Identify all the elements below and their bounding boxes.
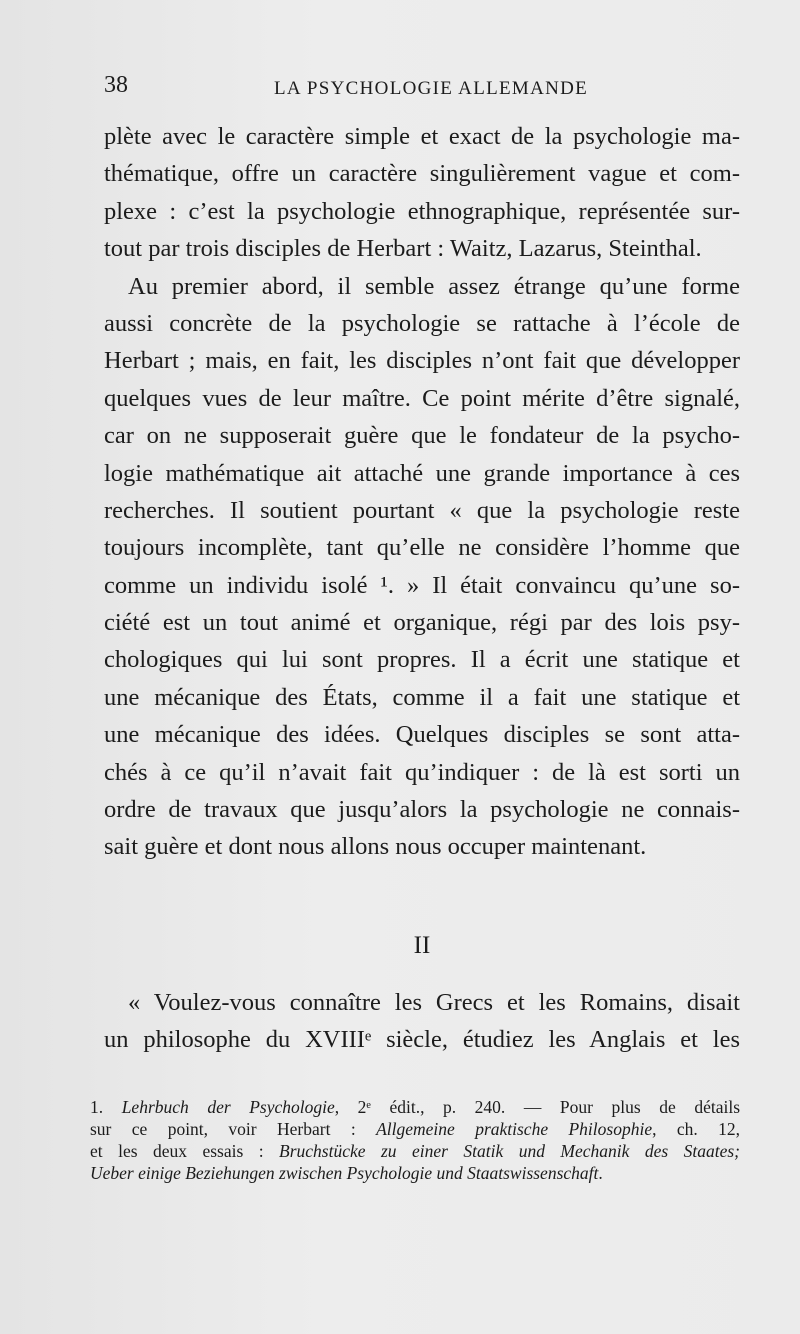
page-number: 38 — [104, 72, 128, 98]
section-heading: II — [413, 931, 431, 959]
footnote-line — [90, 1162, 740, 1184]
footnote-book-title: Lehrbuch der Psychologie — [121, 1097, 335, 1117]
footnote-text: , ch. 12, — [652, 1119, 740, 1139]
text-line: une mécanique des États, comme il a fait une statique et — [104, 683, 740, 711]
footnote-line — [90, 1118, 740, 1140]
text-line: plète avec le caractère simple et exact de la psychologie ma- — [104, 123, 740, 150]
footnote-text: , 2ᵉ édit., p. 240. — Pour plus de détails — [334, 1097, 740, 1117]
footnote-book-title: Allgemeine praktische Philosophie — [376, 1119, 653, 1139]
text-line: sait guère et dont nous allons nous occuper maintenant. — [104, 833, 647, 861]
text-line: recherches. Il soutient pourtant « que la psychologie reste — [104, 496, 740, 524]
text-line: une mécanique des idées. Quelques disciples se sont atta- — [104, 721, 740, 749]
text-line: ordre de travaux que jusqu’alors la psychologie ne connais- — [104, 796, 740, 824]
footnote-book-title: Bruchstücke zu einer Statik und Mechanik des Staates; — [279, 1141, 740, 1161]
text-line: thématique, offre un caractère singulièrement vague et com- — [104, 160, 740, 188]
footnotes — [90, 1096, 740, 1184]
text-line: ciété est un tout animé et organique, régi par des lois psy- — [104, 609, 740, 637]
text-line: chologiques qui lui sont propres. Il a écrit une statique et — [104, 646, 740, 674]
text-line: un philosophe du XVIIIᵉ siècle, étudiez les Anglais et les — [104, 1026, 740, 1054]
text-line: chés à ce qu’il n’avait fait qu’indiquer : de là est sorti un — [104, 758, 740, 786]
footnote-line — [90, 1096, 740, 1118]
footnote-text: sur ce point, voir Herbart : — [90, 1119, 377, 1139]
footnote-text: et les deux essais : — [90, 1141, 280, 1161]
page-header — [104, 72, 744, 106]
text-line: car on ne supposerait guère que le fondateur de la psycho- — [104, 422, 740, 450]
text-line: plexe : c’est la psychologie ethnographique, représentée sur- — [104, 197, 740, 225]
text-line: comme un individu isolé ¹. » Il était convaincu qu’une so- — [104, 571, 740, 599]
footnote-label: 1. — [90, 1097, 104, 1117]
text-line: logie mathématique ait attaché une grande importance à ces — [104, 459, 740, 487]
text-line: tout par trois disciples de Herbart : Waitz, Lazarus, Steinthal. — [104, 235, 702, 263]
running-head: LA PSYCHOLOGIE ALLEMANDE — [274, 78, 589, 99]
text-line: quelques vues de leur maître. Ce point mérite d’être signalé, — [104, 384, 740, 412]
footnote-line — [90, 1140, 740, 1162]
text-line: « Voulez-vous connaître les Grecs et les Romains, disait — [128, 988, 740, 1016]
text-line: Au premier abord, il semble assez étrange qu’une forme — [128, 272, 740, 300]
footnote-text: . — [598, 1163, 603, 1183]
text-line: toujours incomplète, tant qu’elle ne considère l’homme que — [104, 534, 740, 562]
text-line: aussi concrète de la psychologie se rattache à l’école de — [104, 309, 740, 337]
main-text — [104, 118, 740, 1059]
footnote-book-title: Ueber einige Beziehungen zwischen Psychologie und Staatswissenschaft — [90, 1163, 599, 1183]
text-line: Herbart ; mais, en fait, les disciples n’ont fait que développer — [104, 347, 740, 375]
